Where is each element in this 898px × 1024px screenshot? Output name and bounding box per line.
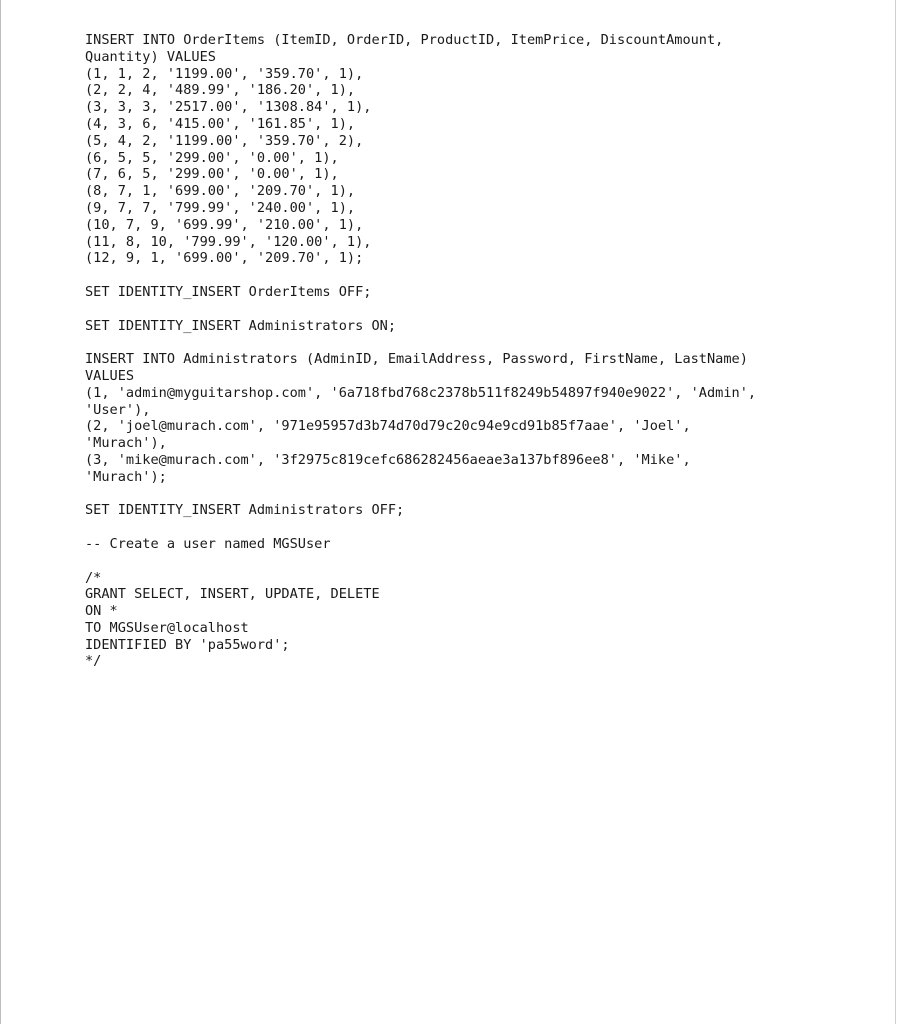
code-line: 'Murach'), — [85, 435, 167, 452]
sql-code-block — [85, 32, 875, 670]
blank-line — [85, 267, 875, 284]
code-line: (1, 'admin@myguitarshop.com', '6a718fbd768c2378b511f8249b54897f940e9022', 'Admin', — [85, 384, 757, 401]
code-line: SET IDENTITY_INSERT Administrators OFF; — [85, 502, 405, 519]
code-line: 'User'), — [85, 401, 151, 418]
blank-line — [85, 553, 875, 570]
code-line: -- Create a user named MGSUser — [85, 535, 331, 552]
code-line: SET IDENTITY_INSERT OrderItems OFF; — [85, 283, 372, 300]
code-line: (8, 7, 1, '699.00', '209.70', 1), — [85, 183, 356, 200]
code-line: INSERT INTO OrderItems (ItemID, OrderID, ProductID, ItemPrice, DiscountAmount, — [85, 32, 724, 48]
code-line: Quantity) VALUES — [85, 48, 216, 65]
blank-line — [85, 301, 875, 318]
blank-line — [85, 334, 875, 351]
code-line: TO MGSUser@localhost — [85, 619, 249, 636]
code-line: (2, 'joel@murach.com', '971e95957d3b74d70d79c20c94e9cd91b85f7aae', 'Joel', — [85, 418, 691, 435]
code-line: (5, 4, 2, '1199.00', '359.70', 2), — [85, 132, 364, 149]
code-line: (3, 3, 3, '2517.00', '1308.84', 1), — [85, 99, 372, 116]
code-line: SET IDENTITY_INSERT Administrators ON; — [85, 317, 396, 334]
code-line: IDENTIFIED BY 'pa55word'; — [85, 636, 290, 653]
code-line: (3, 'mike@murach.com', '3f2975c819cefc686282456aeae3a137bf896ee8', 'Mike', — [85, 451, 691, 468]
code-line: (6, 5, 5, '299.00', '0.00', 1), — [85, 149, 339, 166]
code-line: (12, 9, 1, '699.00', '209.70', 1); — [85, 250, 364, 267]
code-line: ON * — [85, 603, 118, 620]
code-line: (11, 8, 10, '799.99', '120.00', 1), — [85, 233, 372, 250]
code-line: (7, 6, 5, '299.00', '0.00', 1), — [85, 166, 339, 183]
blank-line — [85, 519, 875, 536]
code-line: (1, 1, 2, '1199.00', '359.70', 1), — [85, 65, 364, 82]
code-line: /* — [85, 569, 102, 586]
code-line: (2, 2, 4, '489.99', '186.20', 1), — [85, 82, 356, 99]
code-line: */ — [85, 653, 102, 670]
blank-line — [85, 486, 875, 503]
code-line: (9, 7, 7, '799.99', '240.00', 1), — [85, 199, 356, 216]
code-line: (10, 7, 9, '699.99', '210.00', 1), — [85, 216, 364, 233]
code-line: INSERT INTO Administrators (AdminID, EmailAddress, Password, FirstName, LastName) — [85, 351, 748, 368]
code-line: (4, 3, 6, '415.00', '161.85', 1), — [85, 115, 356, 132]
code-line: GRANT SELECT, INSERT, UPDATE, DELETE — [85, 586, 380, 603]
code-line: 'Murach'); — [85, 468, 167, 485]
code-line: VALUES — [85, 367, 135, 384]
